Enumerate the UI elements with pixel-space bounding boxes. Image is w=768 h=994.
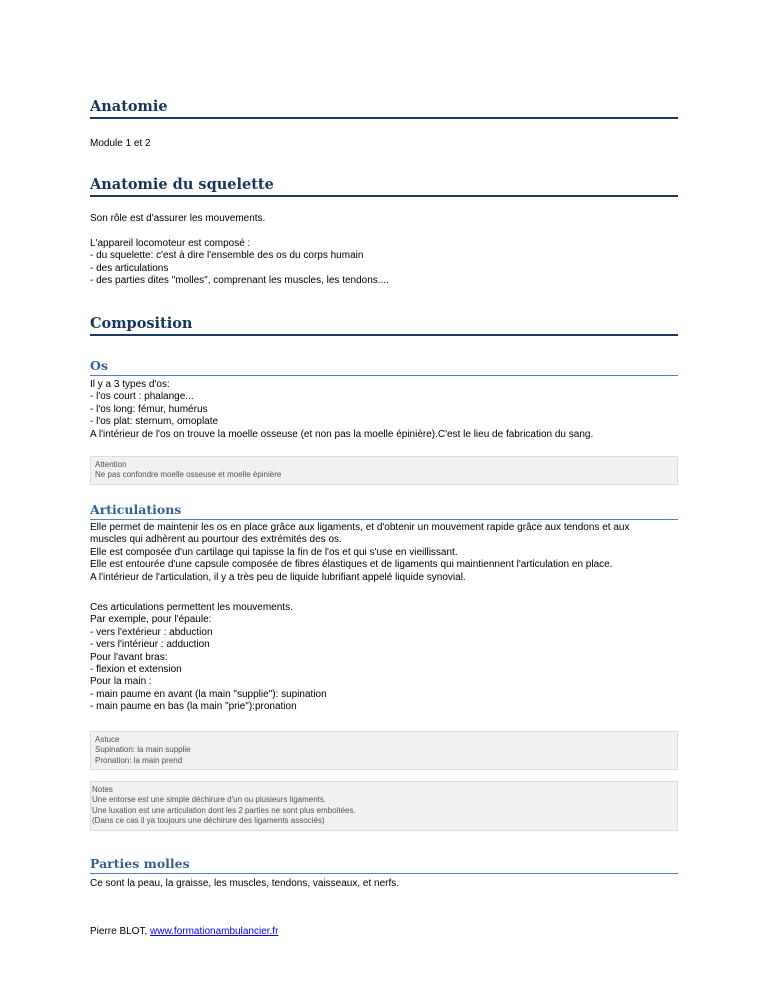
note-title: Astuce [95,735,120,744]
appareil-paragraph [90,238,389,288]
articulations-paragraph-2 [90,602,327,714]
articulations-paragraph-1 [90,522,680,584]
articulations-line: - main paume en bas (la main "prie"):pronation [90,701,297,713]
appareil-line: - des articulations [90,262,169,274]
note-line: Une entorse est une simple déchirure d'un ou plusieurs ligaments. [92,795,327,805]
astuce-note [90,731,678,770]
os-line: Il y a 3 types d'os: [90,379,170,390]
module-text: Module 1 et 2 [90,138,151,149]
articulations-line: A l'intérieur de l'articulation, il y a très peu de liquide lubrifiant appelé liquide synovial. [90,571,466,583]
appareil-line: L'appareil locomoteur est composé : [90,238,251,249]
heading-os: Os [90,358,678,376]
footer [90,926,278,937]
note-line: Supination: la main supplie [95,745,191,755]
note-title: Notes [92,785,113,794]
articulations-line: Pour l'avant bras: [90,651,168,663]
parties-molles-text: Ce sont la peau, la graisse, les muscles, tendons, vaisseaux, et nerfs. [90,878,400,889]
os-line: A l'intérieur de l'os on trouve la moelle osseuse (et non pas la moelle épinière).C'est le lieu de fabrication du sang. [90,428,594,440]
articulations-line: Ces articulations permettent les mouvements. [90,602,293,613]
os-line: - l'os long: fémur, humérus [90,403,208,415]
articulations-line: Elle permet de maintenir les os en place grâce aux ligaments, et d'obtenir un mouvement rapide grâce aux tendons et aux [90,522,630,533]
os-paragraph [90,379,678,441]
articulations-line: Elle est entourée d'une capsule composée de fibres élastiques et de ligaments qui maintiennent l'articulation en place. [90,559,613,571]
appareil-line: - du squelette: c'est à dire l'ensemble des os du corps humain [90,250,364,262]
articulations-line: - vers l'extérieur : abduction [90,626,213,638]
notes-note [90,781,678,831]
role-text: Son rôle est d'assurer les mouvements. [90,213,266,224]
appareil-line: - des parties dites "molles", comprenant les muscles, les tendons.... [90,275,389,287]
note-title: Attention [95,460,127,469]
os-line: - l'os court : phalange... [90,391,194,403]
note-line: Pronation: la main prend [95,755,183,765]
heading-anatomie-squelette: Anatomie du squelette [90,176,678,197]
articulations-line: muscles qui adhèrent au pourtour des extrémités des os. [90,534,342,546]
footer-link[interactable]: www.formationambulancier.fr [150,926,279,937]
articulations-line: - flexion et extension [90,664,182,676]
os-line: - l'os plat: sternum, omoplate [90,416,219,428]
note-line: Ne pas confondre moelle osseuse et moelle épinière [95,470,282,480]
articulations-line: - main paume en avant (la main "supplie"): supination [90,688,327,700]
heading-parties-molles: Parties molles [90,856,678,874]
articulations-line: - vers l'intérieur : adduction [90,639,210,651]
articulations-line: Elle est composée d'un cartilage qui tapisse la fin de l'os et qui s'use en vieillissant. [90,546,458,558]
articulations-line: Par exemple, pour l'épaule: [90,614,212,626]
heading-composition: Composition [90,315,678,336]
heading-anatomie: Anatomie [90,98,678,119]
note-line: (Dans ce cas il ya toujours une déchirure des ligaments associés) [92,816,325,826]
footer-author: Pierre BLOT, [90,926,151,937]
heading-articulations: Articulations [90,502,678,520]
note-line: Une luxation est une articulation dont les 2 parties ne sont plus emboitées. [92,805,356,815]
attention-note [90,456,678,485]
articulations-line: Pour la main : [90,676,152,688]
